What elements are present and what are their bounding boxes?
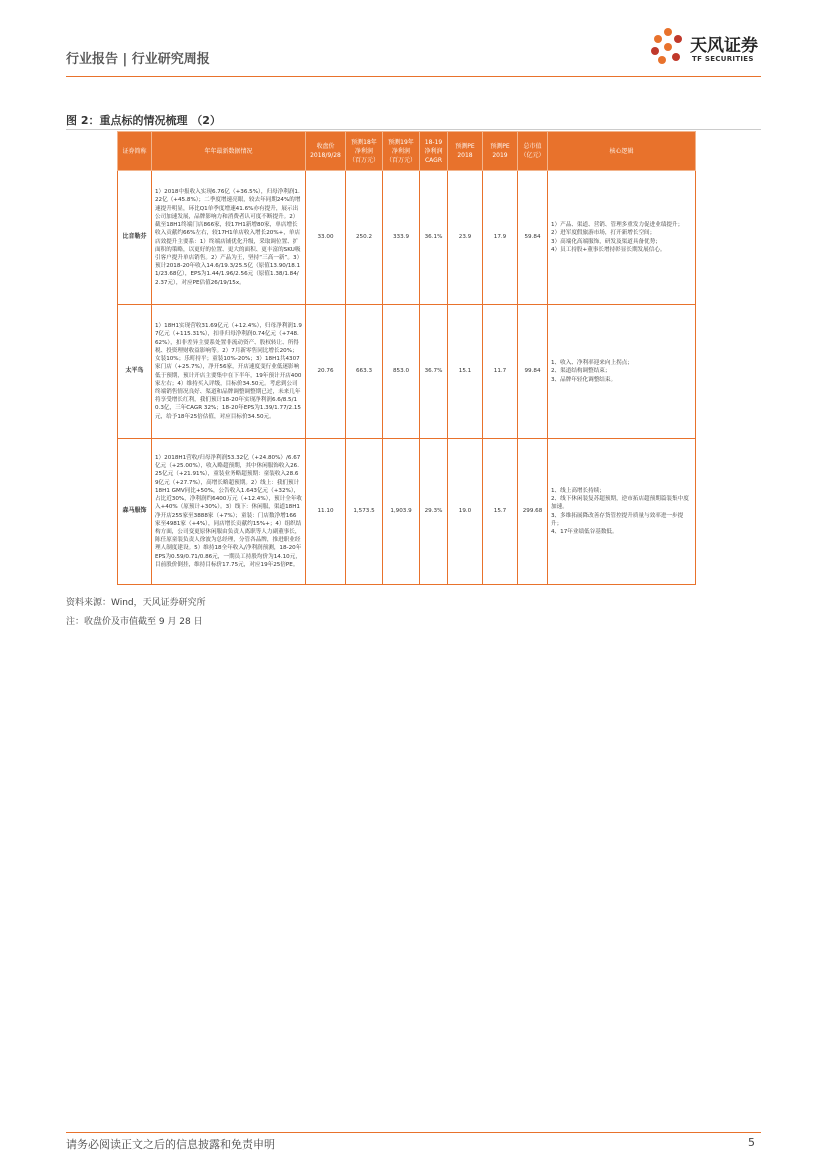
stock-pe18: 15.1 <box>448 305 483 439</box>
col-header-pe18: 预测PE 2018 <box>448 132 483 171</box>
stock-name: 太平鸟 <box>118 305 152 439</box>
col-header-logic: 核心逻辑 <box>548 132 696 171</box>
stock-pe19: 11.7 <box>483 305 518 439</box>
page-number: 5 <box>748 1136 755 1149</box>
stock-cagr: 29.3% <box>420 439 448 585</box>
stock-pe18: 23.9 <box>448 171 483 305</box>
footer-divider <box>66 1132 761 1133</box>
logo-subtitle: TF SECURITIES <box>692 55 754 63</box>
logo-name: 天风证券 <box>690 36 758 56</box>
stock-cagr: 36.1% <box>420 171 448 305</box>
disclaimer-text: 请务必阅读正文之后的信息披露和免责申明 <box>66 1138 275 1151</box>
stock-np18: 663.3 <box>346 305 383 439</box>
figure-title: 图 2：重点标的情况梳理 （2） <box>66 114 221 127</box>
col-header-price: 收盘价 2018/9/28 <box>306 132 346 171</box>
stock-np18: 1,573.5 <box>346 439 383 585</box>
stock-desc: 1）2018H1营收/归母净利润53.32亿（+24.80%）/6.67亿元（+25.00%），收入略超预期，其中休闲服饰收入26.25亿元（+21.91%），童装业务略超预期：童装收入28.69亿元（+27.7%），高增长略超预期。2）线上：我们预计18H1 GMV同比+50%，公告收入1.643亿元（+32%），占比近30%，净利润约6400万元（+12.4%），预计全年收入+40%（原预计+30%）。3）线下：休闲服，渠道18H1净开店255家至3888家（+7%）；童装：门店数净增166家至4981家（+4%），同店增长贡献约15%+；4）组织结构方面，公司变更原休闲服由负责人离职等人力副董事长，陈任原童装负责人徐波为总经理，分管各品牌，推进职业经理人制度建设。5）维持18全年收入/净利润预测，18-20年EPS为0.59/0.71/0.86元，一期员工持股均价为14.10元，目前股价倒挂，维持目标价17.75元，对应19年25倍PE。 <box>152 439 306 585</box>
col-header-np19: 预测19年 净利润 （百万元） <box>383 132 420 171</box>
stock-np19: 853.0 <box>383 305 420 439</box>
table-header-row <box>118 132 696 171</box>
stock-name: 比音勒芬 <box>118 171 152 305</box>
stock-desc: 1）18H1实现营收31.69亿元（+12.4%），归母净利润1.97亿元（+115.31%），扣非归母净利润0.74亿元（+748.62%），扣非差异主要系处置非流动资产、股权转让、所得税、投资理财收益影响等。2）7月新零售同比增长20%；女装10%；乐町持平；童装10%-20%；3）18H1共4307家门店（+25.7%），净开56家，开店速度变行业低迷影响低于预期，预计开店主要集中在下半年，19年预计开店400家左右；4）维持买入评级，目标价34.50元。考虑到公司终端销售情况良好、渠道和品牌调整调整期已过，未来几年将享受增长红利，我们预计18-20年实现净利润6.6/8.5/10.3亿，三年CAGR 32%；18-20年EPS为1.39/1.77/2.15元，给予18年25倍估值，对应目标价34.50元。 <box>152 305 306 439</box>
logo-icon <box>650 27 686 67</box>
col-header-pe19: 预测PE 2019 <box>483 132 518 171</box>
header-title: 行业报告 | 行业研究周报 <box>66 52 210 67</box>
stock-logic: 1、线上高增长持续； 2、线下休闲装复苏超预期，逆市拓店超预期篇装集中度加速。 3、多维拓展降改善存货管控提升质量与效率进一步提升； 4、17年业绩低谷基数低。 <box>548 439 696 585</box>
stock-np19: 333.9 <box>383 171 420 305</box>
table-row <box>118 439 696 585</box>
stock-np18: 250.2 <box>346 171 383 305</box>
stock-price: 20.76 <box>306 305 346 439</box>
col-header-cagr: 18-19 净利润 CAGR <box>420 132 448 171</box>
stock-pe19: 17.9 <box>483 171 518 305</box>
stock-logic: 1）产品、渠道、营销、管理多重发力促进业绩提升； 2）进军度假旅游市场，打开新增长空间； 3）高端化高端服饰，研发及渠道具备优势； 4）员工持股+董事长增持彰显长期发展信心。 <box>548 171 696 305</box>
company-logo <box>650 27 770 71</box>
stock-np19: 1,903.9 <box>383 439 420 585</box>
stock-logic: 1、收入、净利率迎来向上拐点； 2、渠道结构调整结束； 3、品牌年轻化调整结束。 <box>548 305 696 439</box>
stock-desc: 1）2018中报收入实现6.76亿（+36.5%），归母净利润1.22亿（+45.8%）；二季度增速亮眼，较去年同期24%的增速提升明显，环比Q1单季度增速41.6%亦有提升，展示出公司加速发展，品牌影响力和消费者认可度不断提升。2）截至18H1终端门店866家，较17H1新增80家，单店增长收入贡献约66%左右，较17H1单店收入增长20%+，单店店效提升主要系：1）终端店铺优化升级，采取调位置、扩面积的策略，以更好的位置、更大的面积、更丰富的SKU吸引客户提升单店销售。2）产品为王，坚持“三高一新”。3）预计2018-20年收入14.6/19.3/25.5亿（原值13.90/18.11/23.68亿），EPS为1.44/1.96/2.56元（原值1.38/1.84/2.37元），对应PE估值26/19/15x。 <box>152 171 306 305</box>
stock-table <box>117 131 696 585</box>
col-header-np18: 预测18年 净利润 （百万元） <box>346 132 383 171</box>
figure-divider <box>66 129 761 130</box>
header-divider <box>66 76 761 77</box>
source-note: 资料来源：Wind，天风证券研究所 <box>66 598 206 608</box>
stock-cap: 99.84 <box>518 305 548 439</box>
stock-name: 森马服饰 <box>118 439 152 585</box>
stock-price: 33.00 <box>306 171 346 305</box>
stock-cap: 59.84 <box>518 171 548 305</box>
col-header-name: 证券简称 <box>118 132 152 171</box>
stock-price: 11.10 <box>306 439 346 585</box>
stock-cagr: 36.7% <box>420 305 448 439</box>
stock-cap: 299.68 <box>518 439 548 585</box>
table-row <box>118 171 696 305</box>
stock-pe19: 15.7 <box>483 439 518 585</box>
col-header-cap: 总市值 （亿元） <box>518 132 548 171</box>
date-note: 注：收盘价及市值截至 9 月 28 日 <box>66 617 203 627</box>
col-header-data: 年年最新数据情况 <box>152 132 306 171</box>
table-row <box>118 305 696 439</box>
stock-pe18: 19.0 <box>448 439 483 585</box>
